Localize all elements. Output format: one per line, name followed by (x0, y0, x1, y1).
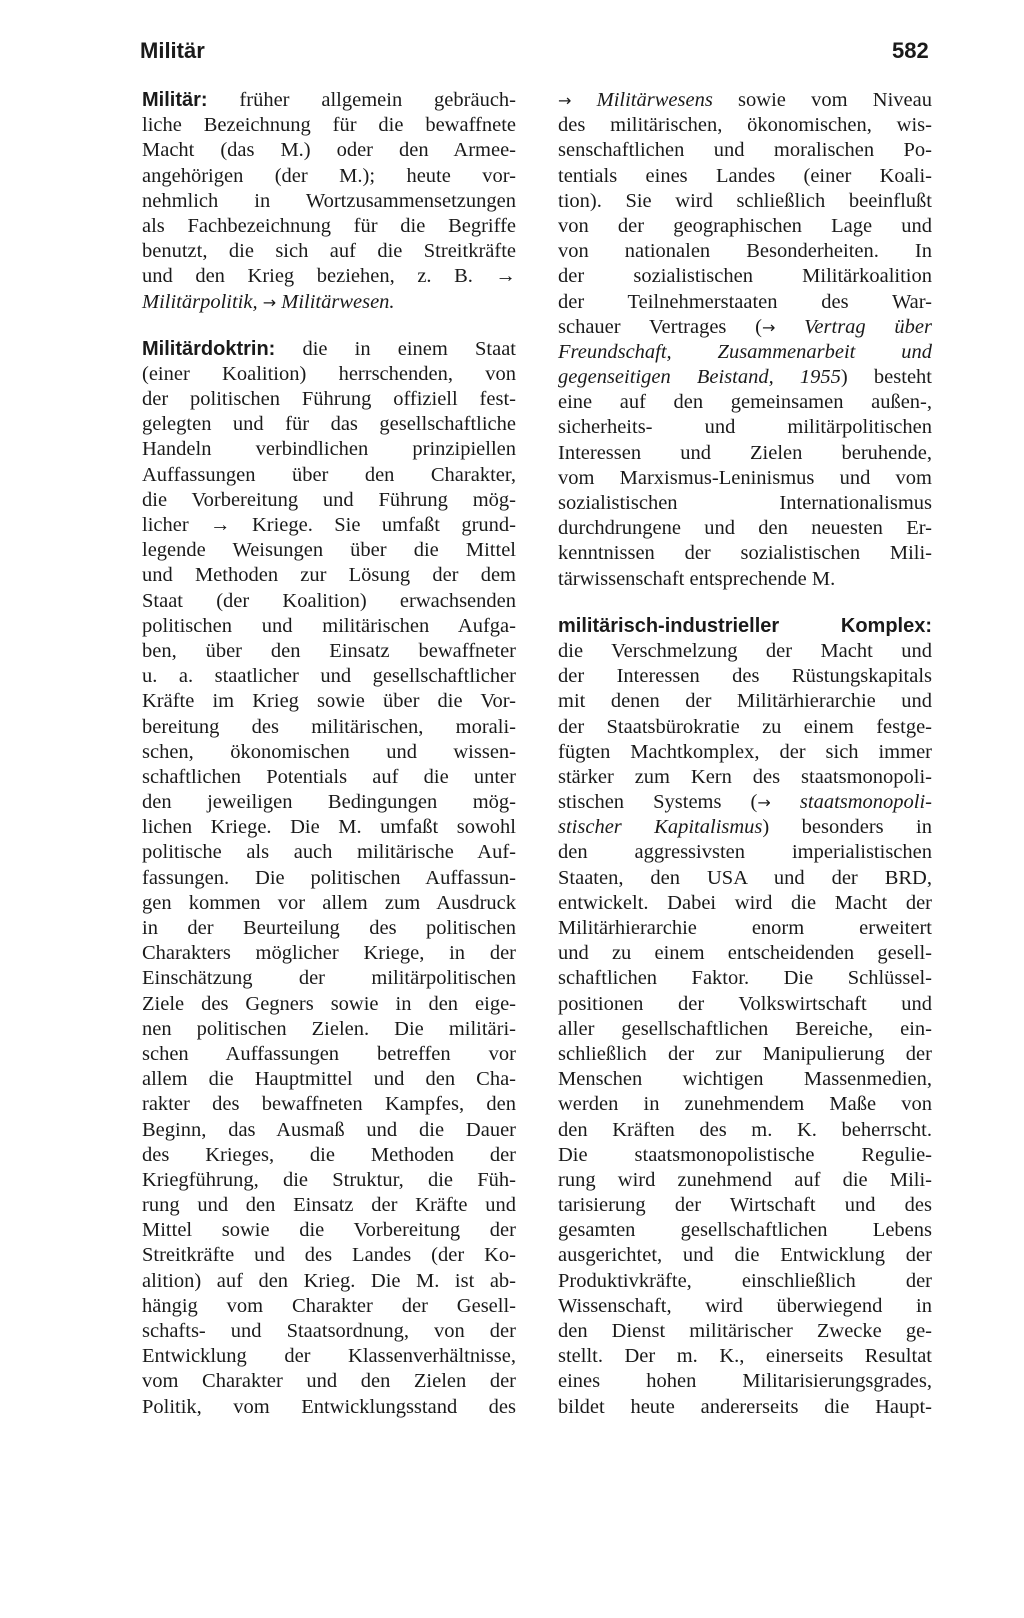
entry-line: gelegten und für das gesellschaftliche (142, 413, 516, 436)
entry-term: militärisch-industrieller Komplex: (558, 614, 932, 637)
entry-line: Beginn, das Ausmaß und die Dauer (142, 1118, 516, 1141)
entry-line: stischer Kapitalismus) besonders in (558, 816, 932, 839)
entry-line: allem die Hauptmittel und den Cha- (142, 1068, 516, 1091)
entry-line: alition) auf den Krieg. Die M. ist ab- (142, 1269, 516, 1292)
entry-line: durchdrungene und den neuesten Er- (558, 517, 932, 540)
entry-line: nen politischen Zielen. Die militäri- (142, 1017, 516, 1040)
entry-line: Ziele des Gegners sowie in den eige- (142, 992, 516, 1015)
entry-line: ausgerichtet, und die Entwicklung der (558, 1244, 932, 1267)
entry-line: des Krieges, die Methoden der (142, 1143, 516, 1166)
arrow-icon: → (558, 91, 572, 110)
entry-line: tion). Sie wird schließlich beeinflußt (558, 189, 932, 212)
cross-reference: Freundschaft, Zusammenarbeit und (558, 340, 932, 363)
entry-line: liche Bezeichnung für die bewaffnete (142, 114, 516, 137)
entry-line: Staat (der Koalition) erwachsenden (142, 589, 516, 612)
entry-line: fügten Machtkomplex, der sich immer (558, 740, 932, 763)
entry-line: und Methoden zur Lösung der dem (142, 564, 516, 587)
entry-line: tärwissenschaft entsprechende M. (558, 567, 836, 590)
entry-line: senschaftlichen und moralischen Po- (558, 139, 932, 162)
entry-line: eine auf den gemeinsamen außen-, (558, 391, 932, 414)
entry-line: hängig vom Charakter der Gesell- (142, 1294, 516, 1317)
entry-line: Streitkräfte und des Landes (der Ko- (142, 1244, 516, 1267)
entry-line: schafts- und Staatsordnung, von der (142, 1320, 516, 1342)
entry-line: den Kräften des m. K. beherrscht. (558, 1118, 932, 1141)
entry-line: tarisierung der Wirtschaft und des (558, 1194, 932, 1217)
entry-line: der politischen Führung offiziell fest- (142, 388, 516, 411)
entry-line: die Verschmelzung der Macht und (558, 639, 932, 662)
entry-line: den Dienst militärischer Zwecke ge- (558, 1320, 932, 1342)
entry-line: aller gesellschaftlichen Bereiche, ein- (558, 1017, 932, 1040)
entry-line: mit denen der Militärhierarchie und (558, 690, 932, 713)
entry-line: Interessen und Zielen beruhende, (558, 441, 932, 464)
entry-line: und zu einem entscheidenden gesell- (558, 942, 932, 965)
right-column (558, 88, 932, 1420)
entry-line: licher → Kriege. Sie umfaßt grund- (142, 514, 516, 536)
entry-line: Politik, vom Entwicklungsstand des (142, 1395, 516, 1418)
cross-reference: Vertrag über (804, 315, 933, 338)
entry-line: benutzt, die sich auf die Streitkräfte (142, 240, 516, 263)
entry-line: als Fachbezeichnung für die Begriffe (142, 214, 516, 237)
entry-line: politische als auch militärische Auf- (142, 841, 516, 864)
entry-line: eines hohen Militarisierungsgrades, (558, 1370, 932, 1393)
arrow-icon: → (757, 793, 771, 813)
entry-line: rung wird zunehmend auf die Mili- (558, 1168, 932, 1191)
entry-line: schauer Vertrages (→ Vertrag über (558, 315, 933, 338)
entry-line: und den Krieg beziehen, z. B. → (142, 265, 516, 288)
entry-line: sicherheits- und militärpolitischen (558, 416, 932, 439)
cross-reference: Militärwesens (596, 89, 713, 111)
entry-line: Kräfte im Krieg sowie über die Vor- (142, 690, 516, 713)
arrow-icon: → (762, 317, 776, 337)
entry-line: schen Auffassungen betreffen vor (142, 1042, 516, 1065)
entry-line: nehmlich in Wortzusammensetzungen (142, 189, 516, 212)
entry-line: vom Marxismus-Leninismus und vom (558, 466, 932, 489)
entry-line: gegenseitigen Beistand, 1955) besteht (558, 366, 932, 389)
entry-line: Mittel sowie die Vorbereitung der (142, 1219, 516, 1242)
entry-line: politischen und militärischen Aufga- (142, 614, 516, 637)
entry-line: Einschätzung der militärpolitischen (142, 967, 516, 990)
left-column (142, 88, 516, 1420)
entry-line: den jeweiligen Bedingungen mög- (142, 791, 516, 814)
entry-line: Militärdoktrin: die in einem Staat (142, 337, 516, 360)
entry-line: der Staatsbürokratie zu einem festge- (558, 715, 932, 738)
entry-line: kenntnissen der sozialistischen Mili- (558, 542, 932, 565)
entry-militaer (142, 88, 516, 315)
entry-line: von nationalen Besonderheiten. In (558, 240, 932, 263)
entry-line: der Teilnehmerstaaten des War- (558, 290, 932, 313)
entry-line: von der geographischen Lage und (558, 214, 932, 237)
entry-line: stischen Systems (→ staatsmonopoli- (558, 791, 933, 814)
cross-reference: Militärwesen. (281, 290, 395, 313)
entry-line: (einer Koalition) herrschenden, von (142, 362, 516, 385)
entry-line: stellt. Der m. K., einerseits Resultat (558, 1345, 932, 1368)
cross-reference: staatsmonopoli- (799, 791, 933, 814)
entry-line: Charakters möglicher Kriege, in der (142, 942, 516, 965)
cross-reference: stischer Kapitalismus (558, 816, 763, 839)
entry-line (142, 290, 516, 315)
entry-line: → Militärwesens sowie vom Niveau (558, 89, 932, 111)
page-number: 582 (892, 38, 929, 63)
entry-militaerisch-industrieller-komplex (558, 614, 932, 1420)
entry-line: gen kommen vor allem zum Ausdruck (142, 891, 516, 914)
entry-line: schaftlichen Faktor. Die Schlüssel- (558, 967, 932, 990)
entry-line: ben, über den Einsatz bewaffneter (142, 639, 516, 662)
entry-line: der Interessen des Rüstungskapitals (558, 665, 932, 688)
entry-line: den aggressivsten imperialistischen (558, 841, 932, 864)
entry-term: Militärdoktrin: (142, 337, 276, 360)
entry-line: bildet heute andererseits die Haupt- (558, 1395, 932, 1418)
entry-line: legende Weisungen über die Mittel (142, 539, 516, 562)
entry-line: werden in zunehmendem Maße von (558, 1093, 932, 1116)
entry-militaerdoktrin-continued (558, 88, 932, 592)
cross-reference: Militärpolitik, (142, 290, 258, 313)
entry-line: gesamten gesellschaftlichen Lebens (558, 1219, 932, 1242)
entry-line: Die staatsmonopolistische Regulie- (558, 1143, 932, 1166)
entry-term: Militär: (142, 89, 208, 111)
entry-line: Auffassungen über den Charakter, (142, 463, 516, 486)
cross-reference: gegenseitigen Beistand, 1955 (558, 366, 841, 389)
arrow-icon: → (262, 292, 277, 312)
entry-line: u. a. staatlicher und gesellschaftlicher (142, 665, 516, 688)
entry-line: rakter des bewaffneten Kampfes, den (142, 1093, 516, 1116)
entry-line: rung und den Einsatz der Kräfte und (142, 1194, 516, 1217)
entry-line: tentials eines Landes (einer Koali- (558, 164, 932, 187)
entry-line: Militär: früher allgemein gebräuch- (142, 89, 516, 111)
entry-line: Militärhierarchie enorm erweitert (558, 917, 932, 939)
entry-line: angehörigen (der M.); heute vor- (142, 164, 516, 187)
entry-line: schließlich der zur Manipulierung der (558, 1042, 932, 1065)
entry-line: Macht (das M.) oder den Armee- (142, 139, 516, 162)
entry-line: des militärischen, ökonomischen, wis- (558, 114, 932, 137)
entry-line: der sozialistischen Militärkoalition (558, 265, 932, 288)
entry-line: Wissenschaft, wird überwiegend in (558, 1294, 932, 1317)
entry-line: die Vorbereitung und Führung mög- (142, 488, 516, 511)
entry-line: Produktivkräfte, einschließlich der (558, 1269, 932, 1292)
entry-line: sozialistischen Internationalismus (558, 492, 932, 514)
entry-line: Handeln verbindlichen prinzipiellen (142, 438, 516, 461)
entry-line: Menschen wichtigen Massenmedien, (558, 1068, 932, 1091)
running-head: Militär (140, 38, 205, 63)
entry-line: schen, ökonomischen und wissen- (142, 740, 516, 763)
entry-line: Staaten, den USA und der BRD, (558, 866, 932, 889)
entry-line: Kriegführung, die Struktur, die Füh- (142, 1168, 516, 1191)
entry-line: lichen Kriege. Die M. umfaßt sowohl (142, 816, 516, 839)
entry-militaerdoktrin (142, 337, 516, 1420)
entry-line: vom Charakter und den Zielen der (142, 1370, 516, 1393)
entry-line: fassungen. Die politischen Auffassun- (142, 866, 516, 889)
entry-line: in der Beurteilung des politischen (142, 917, 516, 939)
entry-line: schaftlichen Potentials auf die unter (142, 765, 516, 788)
entry-line: stärker zum Kern des staatsmonopoli- (558, 765, 932, 788)
entry-line: entwickelt. Dabei wird die Macht der (558, 891, 932, 914)
entry-line: positionen der Volkswirtschaft und (558, 992, 932, 1015)
entry-line: bereitung des militärischen, morali- (142, 715, 516, 738)
entry-line: Entwicklung der Klassenverhältnisse, (142, 1345, 516, 1368)
